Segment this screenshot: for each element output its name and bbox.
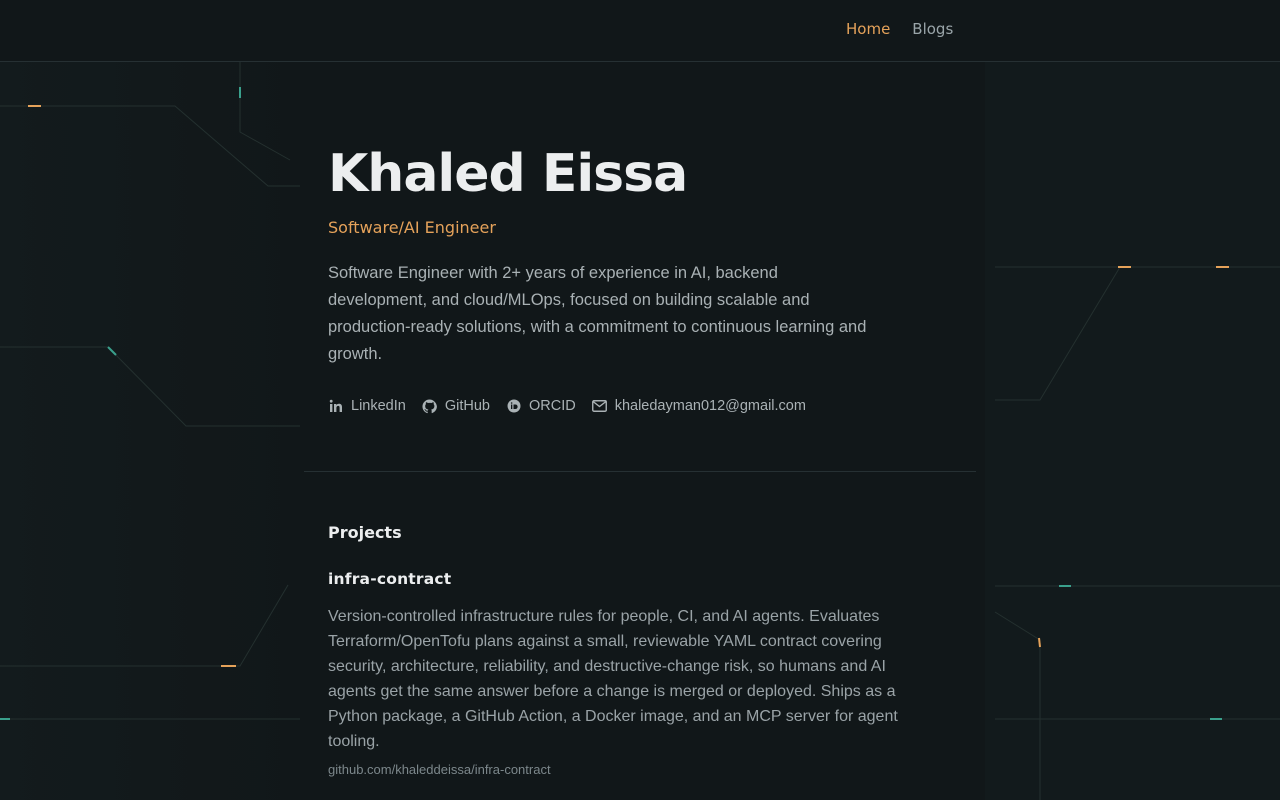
email-link[interactable] — [592, 398, 806, 414]
linkedin-label: LinkedIn — [351, 398, 406, 414]
profile-bio: Software Engineer with 2+ years of experience in AI, backend development, and cloud/MLOps, focused on building scalable and production-ready solutions, with a commitment to continuous learning and growth. — [328, 264, 867, 363]
section-divider — [304, 471, 976, 472]
github-label: GitHub — [444, 398, 490, 414]
project-description: Version-controlled infrastructure rules for people, CI, and AI agents. Evaluates Terraform/OpenTofu plans against a small, reviewable YAML contract covering security, architecture, reliability, and destructive-change risk, so humans and AI agents get the same answer before a change is merged or deployed. Ships as a Python package, a GitHub Action, a Docker image, and an MCP server for agent tooling. — [328, 608, 898, 750]
nav-home-link[interactable]: Home — [846, 20, 891, 38]
email-label: khaledayman012@gmail.com — [614, 398, 806, 414]
projects-heading: Projects — [328, 523, 402, 542]
profile-role: Software/AI Engineer — [328, 218, 496, 237]
orcid-label: ORCID — [528, 398, 576, 414]
project-title[interactable]: infra-contract — [328, 570, 452, 588]
project-repo-link[interactable]: github.com/khaleddeissa/infra-contract — [328, 762, 551, 777]
linkedin-link[interactable] — [328, 398, 406, 414]
mail-icon — [592, 398, 608, 414]
profile-name: Khaled Eissa — [328, 144, 688, 204]
linkedin-icon — [328, 398, 344, 414]
github-icon — [422, 398, 438, 414]
orcid-link[interactable] — [506, 398, 576, 414]
social-links — [328, 398, 806, 414]
top-navigation-bar — [0, 0, 1280, 62]
github-link[interactable] — [422, 398, 490, 414]
nav-blogs-link[interactable]: Blogs — [912, 20, 954, 38]
orcid-icon — [506, 398, 522, 414]
main-nav — [846, 20, 953, 38]
